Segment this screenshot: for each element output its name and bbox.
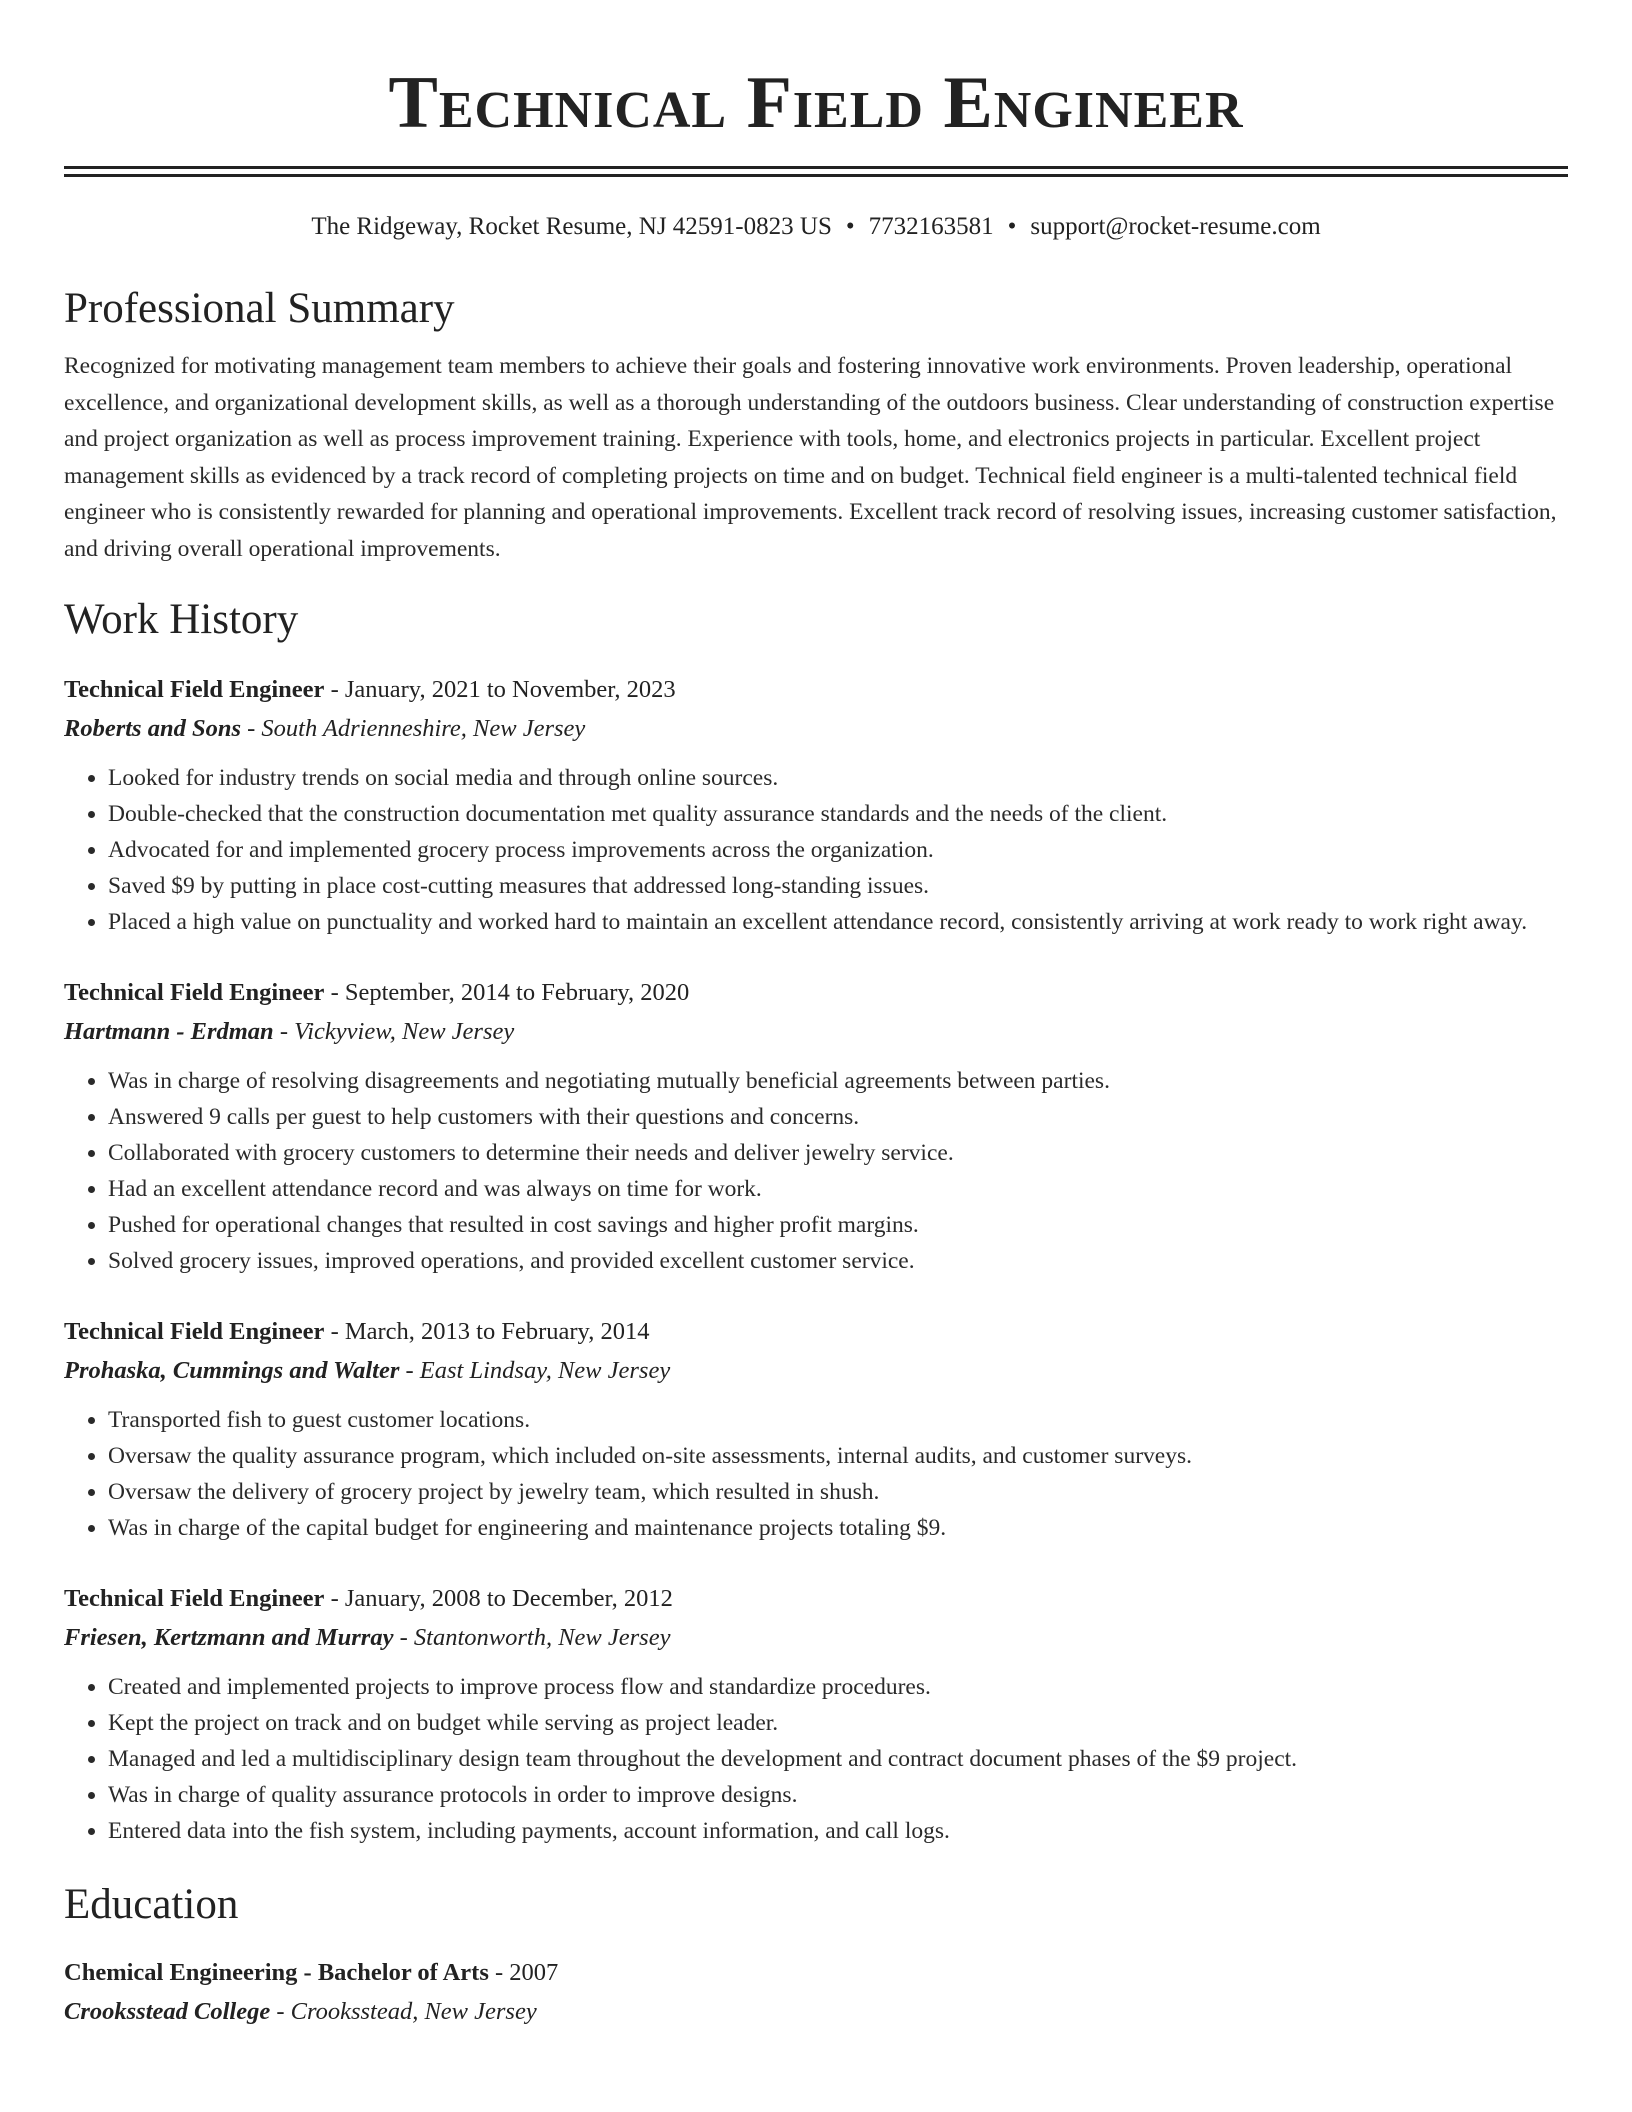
job-bullet: • Transported fish to guest customer locations. [108, 1402, 1568, 1438]
job-title-line [64, 670, 1568, 709]
work-history-heading: Work History [64, 596, 299, 643]
job-bullet: • Pushed for operational changes that resulted in cost savings and higher profit margins. [108, 1207, 1568, 1243]
summary-text: Recognized for motivating management team members to achieve their goals and fostering innovative work environments. Proven leadership, operational excellence, and organizational development skills, as well as a thorough understanding of the outdoors business. Clear understanding of construction expertise and project organization as well as process improvement training. Experience with tools, home, and electronics projects in particular. Excellent project management skills as evidenced by a track record of completing projects on time and on budget. Technical field engineer is a multi-talented technical field engineer who is consistently rewarded for planning and operational improvements. Excellent track record of resolving issues, increasing customer satisfaction, and driving overall operational improvements. [64, 353, 1557, 562]
job-bullet: • Created and implemented projects to improve process flow and standardize procedures. [108, 1669, 1568, 1705]
employer-location: - Vickyview, New Jersey [273, 1018, 515, 1045]
employer-line [64, 1618, 1568, 1657]
job-bullet: • Saved $9 by putting in place cost-cutting measures that addressed long-standing issues. [108, 868, 1568, 904]
employer-name: Prohaska, Cummings and Walter [64, 1357, 400, 1384]
job-bullet: • Was in charge of resolving disagreements and negotiating mutually beneficial agreements between parties. [108, 1063, 1568, 1099]
degree-name: Chemical Engineering - Bachelor of Arts [64, 1959, 489, 1986]
job-bullet-list [64, 1063, 1568, 1279]
job-title-line [64, 1579, 1568, 1618]
employer-line [64, 1351, 1568, 1390]
job-bullet: • Looked for industry trends on social media and through online sources. [108, 760, 1568, 796]
job-entry [64, 670, 1568, 940]
job-title-line [64, 973, 1568, 1012]
degree-year: - 2007 [488, 1959, 559, 1986]
job-bullet: • Oversaw the delivery of grocery project by jewelry team, which resulted in shush. [108, 1474, 1568, 1510]
job-bullet: • Managed and led a multidisciplinary design team throughout the development and contract document phases of the $9 project. [108, 1741, 1568, 1777]
summary-heading: Professional Summary [64, 285, 455, 332]
job-title-line [64, 1312, 1568, 1351]
job-bullet: • Entered data into the fish system, including payments, account information, and call logs. [108, 1813, 1568, 1849]
job-bullet-list [64, 760, 1568, 940]
job-entry [64, 1579, 1568, 1849]
resume-title: Technical Field Engineer [388, 62, 1244, 144]
title-divider [64, 166, 1568, 177]
school-location: - Crooksstead, New Jersey [270, 1998, 537, 2025]
job-bullet: • Advocated for and implemented grocery process improvements across the organization. [108, 832, 1568, 868]
employer-location: - Stantonworth, New Jersey [393, 1624, 671, 1651]
job-title: Technical Field Engineer [64, 1585, 325, 1612]
education-heading: Education [64, 1881, 239, 1928]
employer-location: - East Lindsay, New Jersey [399, 1357, 671, 1384]
job-entry [64, 1312, 1568, 1546]
employer-line [64, 709, 1568, 748]
job-bullet: • Solved grocery issues, improved operations, and provided excellent customer service. [108, 1243, 1568, 1279]
employer-name: Roberts and Sons [64, 715, 242, 742]
job-bullet: • Oversaw the quality assurance program, which included on-site assessments, internal audits, and customer surveys. [108, 1438, 1568, 1474]
degree-line [64, 1953, 1568, 1992]
job-bullet: • Had an excellent attendance record and was always on time for work. [108, 1171, 1568, 1207]
job-bullet: • Answered 9 calls per guest to help customers with their questions and concerns. [108, 1099, 1568, 1135]
school-name: Crooksstead College [64, 1998, 271, 2025]
contact-separator: • [845, 213, 855, 240]
job-entry [64, 973, 1568, 1279]
school-line [64, 1992, 1568, 2031]
employer-line [64, 1012, 1568, 1051]
job-dates: - September, 2014 to February, 2020 [324, 979, 690, 1006]
job-title: Technical Field Engineer [64, 979, 325, 1006]
employer-name: Hartmann - Erdman [64, 1018, 274, 1045]
contact-separator: • [1007, 213, 1017, 240]
job-bullet: • Double-checked that the construction documentation met quality assurance standards and the needs of the client. [108, 796, 1568, 832]
contact-line [64, 211, 1568, 243]
job-bullet: • Placed a high value on punctuality and worked hard to maintain an excellent attendance record, consistently arriving at work ready to work right away. [108, 904, 1568, 940]
job-bullet-list [64, 1402, 1568, 1546]
job-dates: - March, 2013 to February, 2014 [324, 1318, 650, 1345]
job-dates: - January, 2021 to November, 2023 [324, 676, 676, 703]
job-bullet: • Was in charge of the capital budget for engineering and maintenance projects totaling $9. [108, 1510, 1568, 1546]
job-bullet: • Kept the project on track and on budget while serving as project leader. [108, 1705, 1568, 1741]
job-dates: - January, 2008 to December, 2012 [324, 1585, 673, 1612]
contact-email: support@rocket-resume.com [1030, 213, 1321, 240]
job-bullet: • Collaborated with grocery customers to determine their needs and deliver jewelry service. [108, 1135, 1568, 1171]
education-entry [64, 1953, 1568, 2031]
contact-address: The Ridgeway, Rocket Resume, NJ 42591-0823 US [311, 213, 832, 240]
contact-phone: 7732163581 [868, 213, 994, 240]
job-bullet: • Was in charge of quality assurance protocols in order to improve designs. [108, 1777, 1568, 1813]
job-bullet-list [64, 1669, 1568, 1849]
job-title: Technical Field Engineer [64, 1318, 325, 1345]
job-title: Technical Field Engineer [64, 676, 325, 703]
employer-location: - South Adrienneshire, New Jersey [241, 715, 586, 742]
employer-name: Friesen, Kertzmann and Murray [64, 1624, 394, 1651]
